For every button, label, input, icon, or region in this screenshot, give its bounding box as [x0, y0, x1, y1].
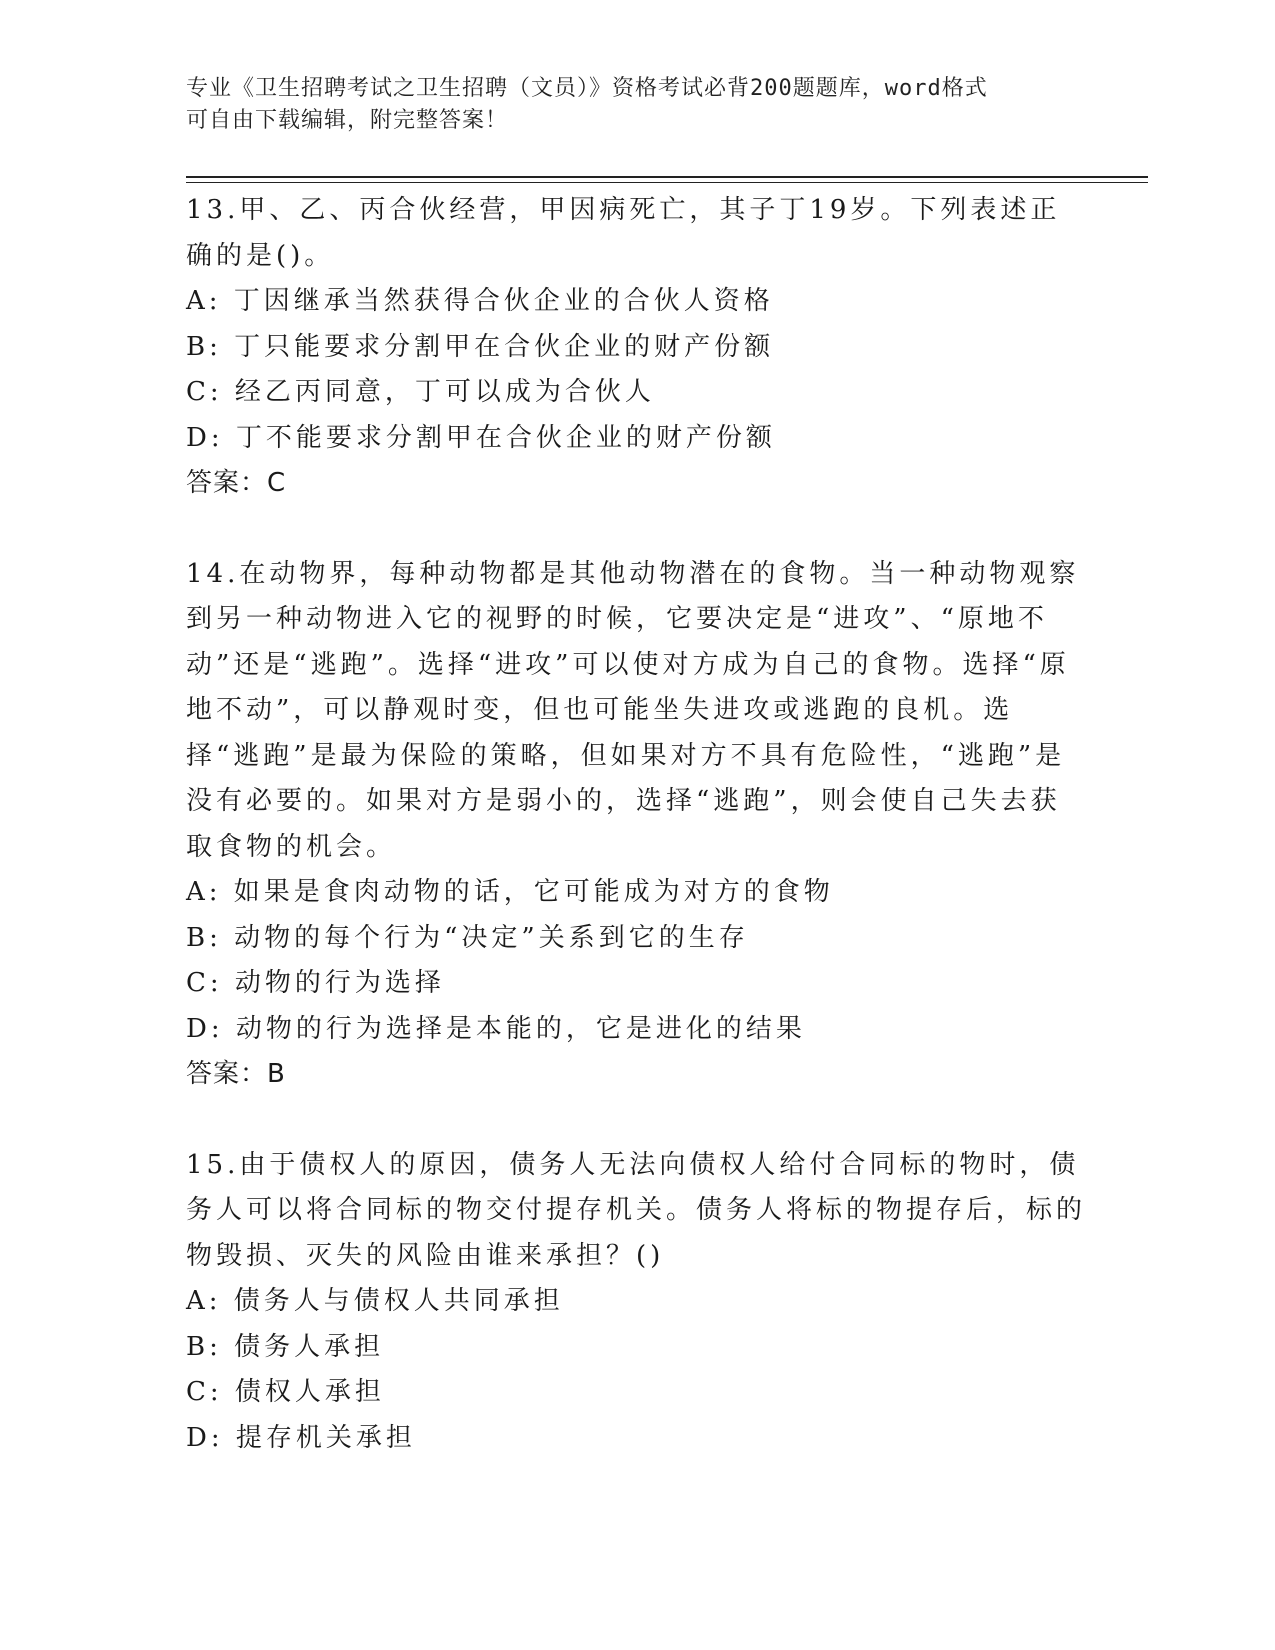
- question-stem: 15.由于债权人的原因，债务人无法向债权人给付合同标的物时，债务人可以将合同标的物交付提存机关。债务人将标的物提存后，标的物毁损、灭失的风险由谁来承担？(): [186, 1149, 1087, 1271]
- question-15: [186, 1143, 1086, 1462]
- option-a: A: 如果是食肉动物的话，它可能成为对方的食物: [186, 877, 834, 907]
- option-c: C: 经乙丙同意，丁可以成为合伙人: [186, 377, 655, 407]
- question-stem: 13.甲、乙、丙合伙经营，甲因病死亡，其子丁19岁。下列表述正确的是()。: [186, 195, 1061, 271]
- document-header: [186, 73, 1066, 137]
- header-line-1: 专业《卫生招聘考试之卫生招聘（文员）》资格考试必背200题题库，word格式: [186, 76, 988, 101]
- option-b: B: 丁只能要求分割甲在合伙企业的财产份额: [186, 331, 775, 362]
- header-line-2: 可自由下载编辑，附完整答案！: [186, 108, 509, 133]
- option-d: D: 丁不能要求分割甲在合伙企业的财产份额: [186, 422, 776, 453]
- option-c: C: 动物的行为选择: [186, 968, 445, 998]
- header-divider-thin: [186, 182, 1148, 183]
- option-d: D: 动物的行为选择是本能的，它是进化的结果: [186, 1013, 806, 1044]
- option-d: D: 提存机关承担: [186, 1422, 416, 1453]
- option-b: B: 债务人承担: [186, 1331, 385, 1362]
- option-c: C: 债权人承担: [186, 1377, 385, 1407]
- option-a: A: 丁因继承当然获得合伙企业的合伙人资格: [186, 286, 774, 316]
- option-a: A: 债务人与债权人共同承担: [186, 1286, 564, 1316]
- answer-line: 答案：C: [186, 468, 287, 498]
- question-list: [186, 188, 1086, 1461]
- question-13: [186, 188, 1086, 507]
- question-14: [186, 552, 1086, 1098]
- option-b: B: 动物的每个行为“决定”关系到它的生存: [186, 922, 749, 953]
- header-divider-thick: [186, 176, 1148, 178]
- question-stem: 14.在动物界，每种动物都是其他动物潜在的食物。当一种动物观察到另一种动物进入它的视野的时候，它要决定是“进攻”、“原地不动”还是“逃跑”。选择“进攻”可以使对方成为自己的食物。选择“原地不动”，可以静观时变，但也可能坐失进攻或逃跑的良机。选择“逃跑”是最为保险的策略，但如果对方不具有危险性，“逃跑”是没有必要的。如果对方是弱小的，选择“逃跑”，则会使自己失去获取食物的机会。: [186, 558, 1080, 862]
- answer-line: 答案：B: [186, 1059, 286, 1089]
